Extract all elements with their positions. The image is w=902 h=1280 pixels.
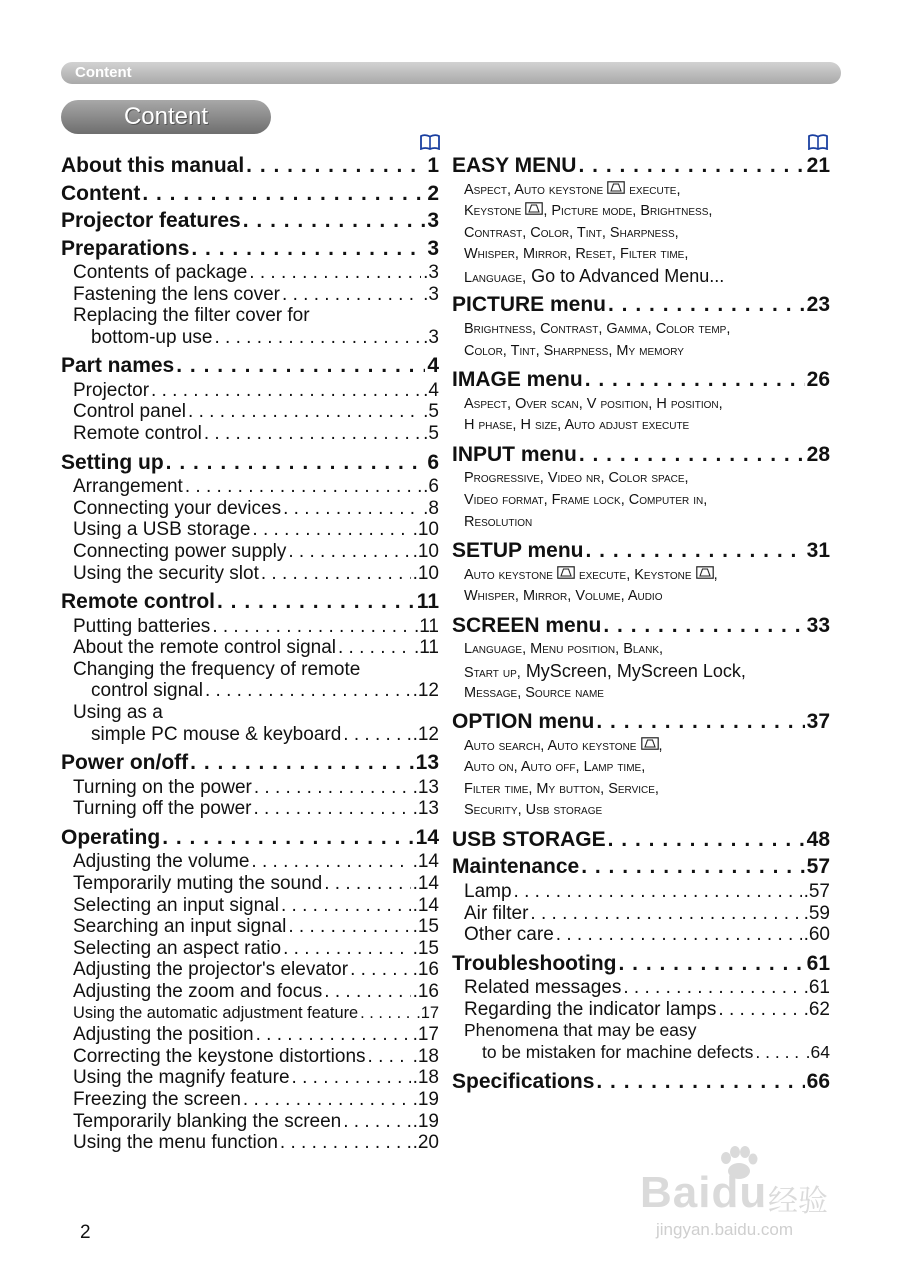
toc-item[interactable]: Using the magnify feature . . . .18 xyxy=(61,1067,439,1089)
toc-item[interactable]: Using a USB storage . . . .10 xyxy=(61,519,439,541)
toc-item[interactable]: Related messages . . . .61 xyxy=(452,977,830,999)
toc-section[interactable]: Setting up . . . 6 xyxy=(61,449,439,477)
menu-desc: Auto on, Auto off, Lamp time, xyxy=(464,759,646,776)
toc-item[interactable]: Replacing the filter cover for xyxy=(73,305,310,327)
toc-item[interactable]: bottom-up use . . . .3 xyxy=(61,327,439,349)
toc-left-column xyxy=(61,152,439,1154)
toc-section[interactable]: Specifications . . . 66 xyxy=(452,1068,830,1096)
keystone-icon xyxy=(557,566,575,579)
watermark xyxy=(640,1146,850,1246)
toc-item[interactable]: Connecting power supply . . . .10 xyxy=(61,541,439,563)
toc-section[interactable]: About this manual . . . 1 xyxy=(61,152,439,180)
toc-item[interactable]: Correcting the keystone distortions . . . .18 xyxy=(61,1046,439,1068)
menu-desc: Start up, MyScreen, MyScreen Lock, xyxy=(464,660,746,681)
toc-item[interactable]: Using as a xyxy=(73,702,163,723)
toc-section[interactable]: OPTION menu . . . 37 xyxy=(452,708,830,736)
toc-right-column xyxy=(452,152,830,1095)
keystone-icon xyxy=(525,202,543,215)
toc-section[interactable]: Power on/off . . . 13 xyxy=(61,749,439,777)
toc-section[interactable]: SCREEN menu . . . 33 xyxy=(452,612,830,640)
keystone-icon xyxy=(696,566,714,579)
menu-desc: Auto keystone execute, Keystone , xyxy=(464,566,718,583)
toc-item[interactable]: Adjusting the projector's elevator . . . .16 xyxy=(61,959,439,981)
toc-section[interactable]: INPUT menu . . . 28 xyxy=(452,441,830,469)
watermark-brand: Baidu xyxy=(640,1168,768,1217)
toc-section[interactable]: IMAGE menu . . . 26 xyxy=(452,366,830,394)
menu-desc: Keystone , Picture mode, Brightness, xyxy=(464,203,713,220)
toc-section[interactable]: EASY MENU . . . 21 xyxy=(452,152,830,180)
toc-item[interactable]: Putting batteries . . . .11 xyxy=(61,616,439,638)
toc-item[interactable]: Fastening the lens cover . . . .3 xyxy=(61,284,439,306)
toc-item[interactable]: Control panel . . . .5 xyxy=(61,401,439,423)
toc-item[interactable]: Using the security slot . . . .10 xyxy=(61,563,439,585)
toc-item[interactable]: Temporarily blanking the screen . . . .19 xyxy=(61,1111,439,1133)
toc-section[interactable]: Troubleshooting . . . 61 xyxy=(452,950,830,978)
toc-item[interactable]: Remote control . . . .5 xyxy=(61,423,439,445)
toc-item[interactable]: Other care . . . .60 xyxy=(452,924,830,946)
toc-item[interactable]: Turning off the power . . . .13 xyxy=(61,798,439,820)
toc-item[interactable]: Using the menu function . . . .20 xyxy=(61,1132,439,1154)
menu-desc: Language, Go to Advanced Menu... xyxy=(464,265,725,286)
toc-section[interactable]: PICTURE menu . . . 23 xyxy=(452,291,830,319)
toc-item[interactable]: Phenomena that may be easy xyxy=(464,1020,697,1041)
toc-section[interactable]: Preparations . . . 3 xyxy=(61,235,439,263)
watermark-url: jingyan.baidu.com xyxy=(656,1220,794,1239)
page-title: Content xyxy=(61,100,271,134)
toc-item[interactable]: Lamp . . . .57 xyxy=(452,881,830,903)
toc-section[interactable]: Projector features . . . 3 xyxy=(61,207,439,235)
toc-item[interactable]: About the remote control signal . . . .11 xyxy=(61,637,439,659)
menu-desc: Brightness, Contrast, Gamma, Color temp, xyxy=(464,320,731,337)
toc-item[interactable]: Arrangement . . . .6 xyxy=(61,476,439,498)
toc-item[interactable]: Adjusting the position . . . .17 xyxy=(61,1024,439,1046)
menu-desc: Progressive, Video nr, Color space, xyxy=(464,470,689,487)
toc-section[interactable]: SETUP menu . . . 31 xyxy=(452,537,830,565)
toc-item[interactable]: Turning on the power . . . .13 xyxy=(61,777,439,799)
section-header-band: Content xyxy=(61,62,841,84)
toc-item[interactable]: Contents of package . . . .3 xyxy=(61,262,439,284)
toc-item[interactable]: Regarding the indicator lamps . . . .62 xyxy=(452,999,830,1021)
menu-desc: Resolution xyxy=(464,513,533,530)
menu-desc: Message, Source name xyxy=(464,684,604,701)
keystone-icon xyxy=(641,737,659,750)
toc-item[interactable]: Selecting an input signal . . . .14 xyxy=(61,895,439,917)
toc-item[interactable]: Air filter . . . .59 xyxy=(452,903,830,925)
toc-item[interactable]: Connecting your devices . . . .8 xyxy=(61,498,439,520)
toc-section[interactable]: Part names . . . 4 xyxy=(61,352,439,380)
toc-item[interactable]: Temporarily muting the sound . . . .14 xyxy=(61,873,439,895)
keystone-icon xyxy=(607,181,625,194)
menu-desc: H phase, H size, Auto adjust execute xyxy=(464,417,690,434)
toc-section[interactable]: Maintenance . . . 57 xyxy=(452,853,830,881)
menu-desc: Aspect, Over scan, V position, H position, xyxy=(464,395,723,412)
menu-desc: Language, Menu position, Blank, xyxy=(464,641,664,658)
toc-item[interactable]: Selecting an aspect ratio . . . .15 xyxy=(61,938,439,960)
toc-item[interactable]: Using the automatic adjustment feature . . . .17 xyxy=(61,1003,439,1025)
book-icon xyxy=(420,134,440,150)
page-number: 2 xyxy=(80,1222,91,1243)
toc-item[interactable]: to be mistaken for machine defects . . . .64 xyxy=(452,1042,830,1064)
toc-section[interactable]: USB STORAGE . . . 48 xyxy=(452,826,830,854)
menu-desc: Security, Usb storage xyxy=(464,802,603,819)
menu-desc: Auto search, Auto keystone , xyxy=(464,737,663,754)
toc-item[interactable]: Projector . . . .4 xyxy=(61,380,439,402)
menu-desc: Video format, Frame lock, Computer in, xyxy=(464,491,708,508)
toc-item[interactable]: Searching an input signal . . . .15 xyxy=(61,916,439,938)
menu-desc: Contrast, Color, Tint, Sharpness, xyxy=(464,224,679,241)
toc-item[interactable]: Changing the frequency of remote xyxy=(73,658,361,680)
watermark-cn: 经验 xyxy=(768,1185,828,1218)
toc-item[interactable]: control signal . . . .12 xyxy=(61,680,439,702)
menu-desc: Whisper, Mirror, Volume, Audio xyxy=(464,588,663,605)
menu-desc: Aspect, Auto keystone execute, xyxy=(464,181,681,198)
toc-section[interactable]: Content . . . 2 xyxy=(61,180,439,208)
toc-section[interactable]: Operating . . . 14 xyxy=(61,824,439,852)
toc-item[interactable]: Adjusting the volume . . . .14 xyxy=(61,851,439,873)
book-icon xyxy=(808,134,828,150)
toc-item[interactable]: Adjusting the zoom and focus . . . .16 xyxy=(61,981,439,1003)
menu-desc: Whisper, Mirror, Reset, Filter time, xyxy=(464,246,689,263)
toc-item[interactable]: Freezing the screen . . . .19 xyxy=(61,1089,439,1111)
toc-item[interactable]: simple PC mouse & keyboard . . . .12 xyxy=(61,724,439,746)
menu-desc: Filter time, My button, Service, xyxy=(464,780,659,797)
toc-section[interactable]: Remote control . . . 11 xyxy=(61,588,439,616)
menu-desc: Color, Tint, Sharpness, My memory xyxy=(464,342,684,359)
